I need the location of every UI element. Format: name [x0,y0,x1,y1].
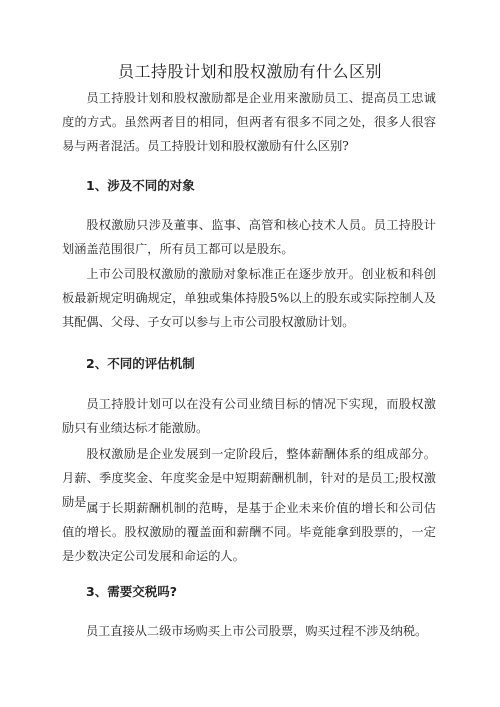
section-2-paragraph-3-text: 属于长期薪酬机制的范畴，是基于企业未来价值的增长和公司估值的增长。股权激励的覆盖面和薪酬不同。毕竟能拿到股票的，一定是少数决定公司发展和命运的人。 [62,501,436,563]
section-2-heading: 2、不同的评估机制 [86,356,195,371]
section-2-paragraph-1 [62,392,436,440]
section-3-heading: 3、需要交税吗? [86,584,177,599]
document-title: 员工持股计划和股权激励有什么区别 [117,62,382,81]
intro-text: 员工持股计划和股权激励都是企业用来激励员工、提高员工忠诚度的方式。虽然两者目的相同，但两者有很多不同之处，很多人很容易与两者混活。员工持股计划和股权激励有什么区别? [62,91,436,153]
section-1-paragraph-1-text: 股权激励只涉及董事、监事、高管和核心技术人员。员工持股计划涵盖范围很广，所有员工都可以是股东。 [62,218,436,256]
intro-paragraph [62,86,436,158]
section-3-paragraph-1-text: 员工直接从二级市场购买上市公司股票，购买过程不涉及纳税。 [86,624,428,638]
section-1-paragraph-1 [62,213,436,261]
section-1-paragraph-2 [62,262,436,334]
section-3-paragraph-1 [62,619,436,643]
section-2-paragraph-1-text: 员工持股计划可以在没有公司业绩目标的情况下实现，而股权激励只有业绩达标才能激励。 [62,397,436,435]
section-1-heading: 1、涉及不同的对象 [86,178,195,193]
section-2-paragraph-3 [62,496,436,568]
section-1-paragraph-2-text: 上市公司股权激励的激励对象标准正在逐步放开。创业板和科创板最新规定明确规定，单独或集体持股5%以上的股东或实际控制人及其配偶、父母、子女可以参与上市公司股权激励计划。 [62,267,436,329]
section-2-paragraph-2-text: 股权激励是企业发展到一定阶段后，整体薪酬体系的组成部分。月薪、季度奖金、年度奖金是中短期薪酬机制，针对的是员工;股权激励是 [62,447,436,509]
